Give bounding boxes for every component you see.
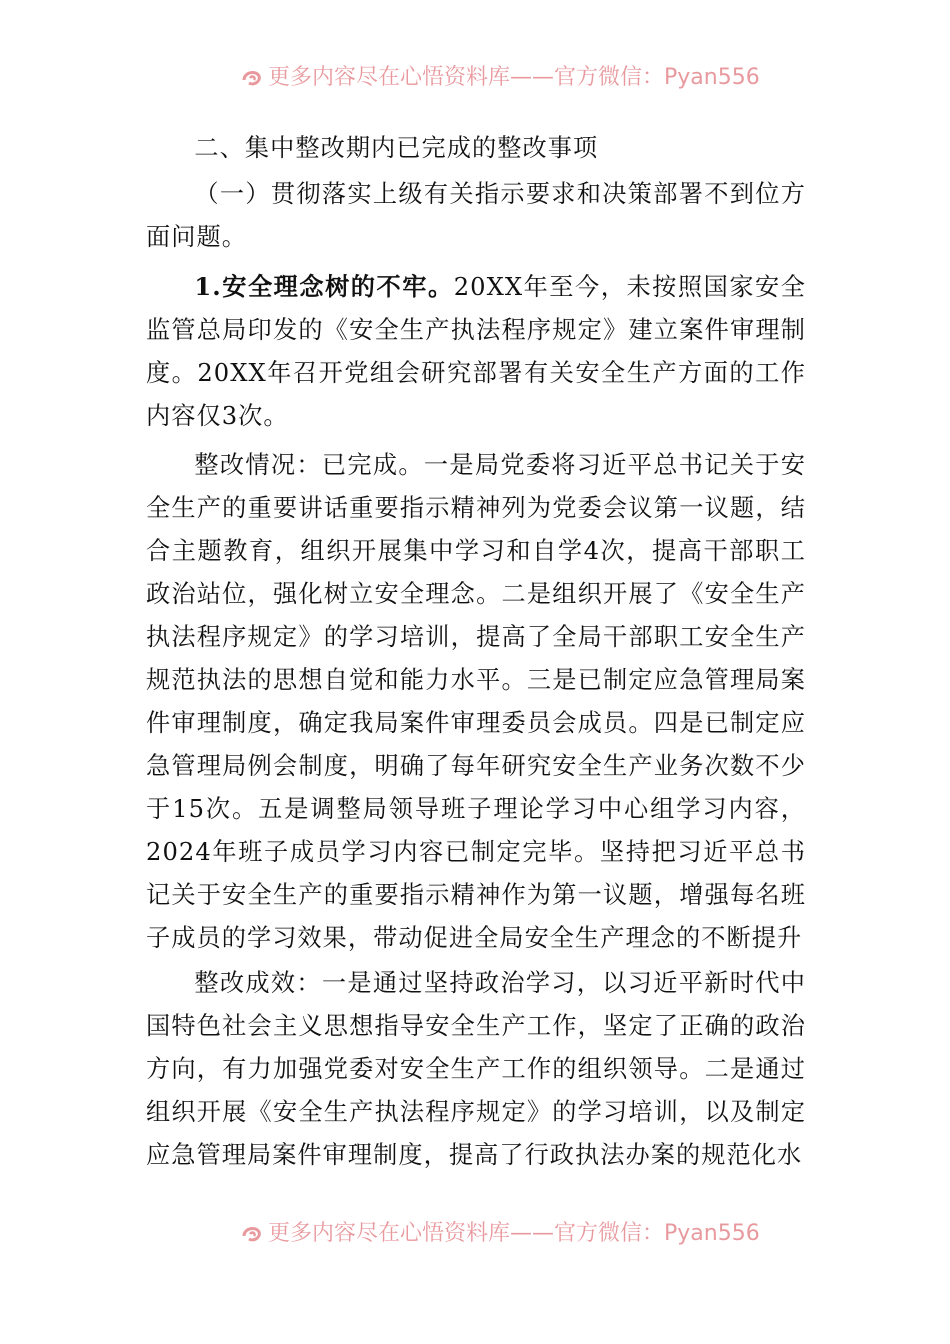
issue-item-1-title: 1.安全理念树的不牢。 — [194, 272, 454, 301]
rectification-effect: 整改成效：一是通过坚持政治学习，以习近平新时代中国特色社会主义思想指导安全生产工作，坚定了正确的政治方向，有力加强党委对安全生产工作的组织领导。二是通过组织开展《安全生产执法程序规定》的学习培训，以及制定应急管理局案件审理制度，提高了行政执法办案的规范化水 — [146, 969, 806, 1169]
watermark-footer — [0, 1206, 950, 1246]
document-body — [146, 124, 806, 1177]
watermark-text: 更多内容尽在心悟资料库——官方微信：Pyan556 — [268, 1221, 760, 1246]
red-swirl-logo-icon — [240, 66, 264, 90]
red-swirl-logo-icon — [240, 1222, 264, 1246]
rectification-status: 整改情况：已完成。一是局党委将习近平总书记关于安全生产的重要讲话重要指示精神列为党委会议第一议题，结合主题教育，组织开展集中学习和自学4次，提高干部职工政治站位，强化树立安全理念。二是组织开展了《安全生产执法程序规定》的学习培训，提高了全局干部职工安全生产规范执法的思想自觉和能力水平。三是已制定应急管理局案件审理制度，确定我局案件审理委员会成员。四是已制定应急管理局例会制度，明确了每年研究安全生产业务次数不少于15次。五是调整局领导班子理论学习中心组学习内容，2024年班子成员学习内容已制定完毕。坚持把习近平总书记关于安全生产的重要指示精神作为第一议题，增强每名班子成员的学习效果，带动促进全局安全生产理念的不断提升 — [146, 451, 806, 952]
section-heading: 二、集中整改期内已完成的整改事项 — [194, 134, 599, 162]
issue-item-1-body: 20XX年至今，未按照国家安全监管总局印发的《安全生产执法程序规定》建立案件审理制度。20XX年召开党组会研究部署有关安全生产方面的工作内容仅3次。 — [146, 273, 806, 430]
watermark-text: 更多内容尽在心悟资料库——官方微信：Pyan556 — [268, 65, 760, 90]
watermark-header — [0, 50, 950, 90]
subsection-heading: （一）贯彻落实上级有关指示要求和决策部署不到位方面问题。 — [146, 180, 806, 251]
issue-item-1 — [146, 265, 806, 438]
